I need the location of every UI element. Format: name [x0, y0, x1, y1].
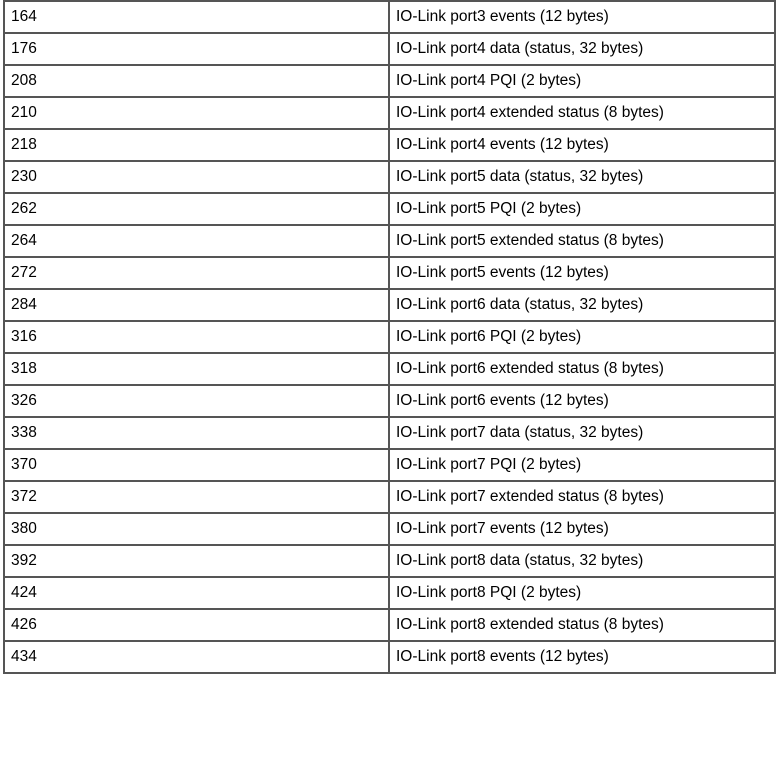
- table-row: [4, 577, 775, 609]
- description-cell: IO-Link port5 extended status (8 bytes): [389, 225, 775, 257]
- table-row: [4, 353, 775, 385]
- offset-cell: 316: [4, 321, 389, 353]
- description-cell: IO-Link port5 PQI (2 bytes): [389, 193, 775, 225]
- offset-cell: 218: [4, 129, 389, 161]
- description-cell: IO-Link port3 events (12 bytes): [389, 1, 775, 33]
- table-row: [4, 33, 775, 65]
- offset-cell: 272: [4, 257, 389, 289]
- description-cell: IO-Link port7 data (status, 32 bytes): [389, 417, 775, 449]
- offset-cell: 372: [4, 481, 389, 513]
- table-row: [4, 641, 775, 673]
- offset-cell: 380: [4, 513, 389, 545]
- offset-cell: 318: [4, 353, 389, 385]
- offset-cell: 284: [4, 289, 389, 321]
- table-row: [4, 289, 775, 321]
- table-row: [4, 257, 775, 289]
- description-cell: IO-Link port4 data (status, 32 bytes): [389, 33, 775, 65]
- table-row: [4, 545, 775, 577]
- description-cell: IO-Link port7 events (12 bytes): [389, 513, 775, 545]
- offset-cell: 262: [4, 193, 389, 225]
- offset-cell: 176: [4, 33, 389, 65]
- table-row: [4, 609, 775, 641]
- offset-cell: 424: [4, 577, 389, 609]
- table-row: [4, 1, 775, 33]
- offset-cell: 392: [4, 545, 389, 577]
- description-cell: IO-Link port7 extended status (8 bytes): [389, 481, 775, 513]
- description-cell: IO-Link port7 PQI (2 bytes): [389, 449, 775, 481]
- table-row: [4, 129, 775, 161]
- table-row: [4, 321, 775, 353]
- table-row: [4, 225, 775, 257]
- offset-cell: 434: [4, 641, 389, 673]
- offset-cell: 264: [4, 225, 389, 257]
- table-row: [4, 161, 775, 193]
- description-cell: IO-Link port5 events (12 bytes): [389, 257, 775, 289]
- offset-cell: 210: [4, 97, 389, 129]
- offset-cell: 230: [4, 161, 389, 193]
- offset-cell: 208: [4, 65, 389, 97]
- table-row: [4, 417, 775, 449]
- table-row: [4, 449, 775, 481]
- description-cell: IO-Link port4 PQI (2 bytes): [389, 65, 775, 97]
- description-cell: IO-Link port6 data (status, 32 bytes): [389, 289, 775, 321]
- description-cell: IO-Link port4 extended status (8 bytes): [389, 97, 775, 129]
- table-row: [4, 193, 775, 225]
- data-offset-table-wrapper: [3, 0, 774, 674]
- description-cell: IO-Link port4 events (12 bytes): [389, 129, 775, 161]
- table-row: [4, 385, 775, 417]
- data-offset-table: [3, 0, 776, 674]
- table-row: [4, 65, 775, 97]
- table-row: [4, 481, 775, 513]
- table-row: [4, 97, 775, 129]
- description-cell: IO-Link port6 PQI (2 bytes): [389, 321, 775, 353]
- description-cell: IO-Link port6 events (12 bytes): [389, 385, 775, 417]
- offset-cell: 338: [4, 417, 389, 449]
- description-cell: IO-Link port8 events (12 bytes): [389, 641, 775, 673]
- description-cell: IO-Link port8 data (status, 32 bytes): [389, 545, 775, 577]
- description-cell: IO-Link port8 extended status (8 bytes): [389, 609, 775, 641]
- offset-cell: 326: [4, 385, 389, 417]
- table-body: [4, 1, 775, 673]
- description-cell: IO-Link port8 PQI (2 bytes): [389, 577, 775, 609]
- table-row: [4, 513, 775, 545]
- description-cell: IO-Link port6 extended status (8 bytes): [389, 353, 775, 385]
- offset-cell: 426: [4, 609, 389, 641]
- offset-cell: 164: [4, 1, 389, 33]
- description-cell: IO-Link port5 data (status, 32 bytes): [389, 161, 775, 193]
- offset-cell: 370: [4, 449, 389, 481]
